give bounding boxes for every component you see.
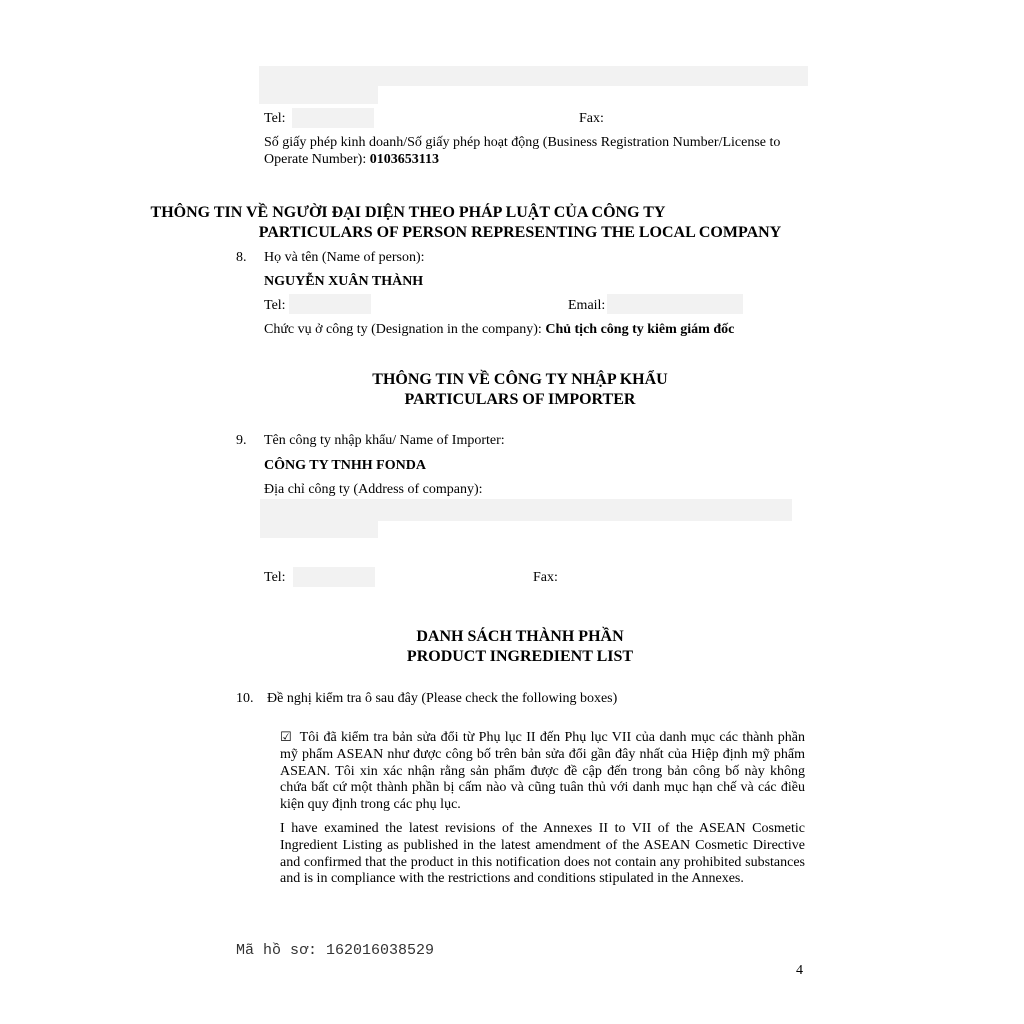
ingredient-heading-en: PRODUCT INGREDIENT LIST xyxy=(406,648,634,665)
license-text-line1: Số giấy phép kinh doanh/Số giấy phép hoạt động (Business Registration Number/License to xyxy=(264,135,781,150)
declaration-vi-paragraph xyxy=(280,730,805,814)
designation-label: Chức vụ ở công ty (Designation in the company): xyxy=(264,322,546,337)
ingredient-instruction: Đề nghị kiểm tra ô sau đây (Please check the following boxes) xyxy=(267,691,618,706)
company-fax-label: Fax: xyxy=(579,111,604,126)
item-10-number: 10. xyxy=(236,691,254,706)
redacted-importer-address-line-1 xyxy=(260,499,792,521)
redacted-representative-tel xyxy=(289,294,371,314)
license-label: Operate Number): xyxy=(264,152,370,167)
redacted-address-line-2 xyxy=(259,86,378,104)
item-9-number: 9. xyxy=(236,433,247,448)
redacted-representative-email xyxy=(607,294,743,314)
representative-tel-label: Tel: xyxy=(264,298,286,313)
importer-heading-vi: THÔNG TIN VỀ CÔNG TY NHẬP KHẨU xyxy=(372,371,668,388)
importer-fax-label: Fax: xyxy=(533,570,558,585)
representative-heading-en: PARTICULARS OF PERSON REPRESENTING THE LOCAL COMPANY xyxy=(258,224,782,241)
license-text-line2 xyxy=(264,151,439,168)
importer-name-label: Tên công ty nhập khẩu/ Name of Importer: xyxy=(264,433,505,448)
importer-tel-label: Tel: xyxy=(264,570,286,585)
license-number: 0103653113 xyxy=(369,152,439,167)
declaration-checkbox[interactable]: ☑ xyxy=(280,730,292,745)
importer-name: CÔNG TY TNHH FONDA xyxy=(264,458,426,473)
company-tel-label: Tel: xyxy=(264,111,286,126)
designation-line xyxy=(264,321,734,338)
item-8-number: 8. xyxy=(236,250,247,265)
representative-heading-vi: THÔNG TIN VỀ NGƯỜI ĐẠI DIỆN THEO PHÁP LUẬT CỦA CÔNG TY xyxy=(150,204,666,221)
page-number: 4 xyxy=(796,963,803,978)
designation-value: Chủ tịch công ty kiêm giám đốc xyxy=(545,322,735,337)
declaration-vi-text: Tôi đã kiểm tra bản sửa đổi từ Phụ lục II đến Phụ lục VII của danh mục các thành phần mỹ phẩm ASEAN như được công bố trên bản sửa đổi gần đây nhất của Hiệp định mỹ phẩm ASEAN. Tôi xin xác nhận rằng sản phẩm được đề cập đến trong bản công bố này không chứa bất cứ một thành phần bị cấm nào và cũng tuân thủ với danh mục hạn chế và các điều kiện quy định trong các phụ lục. xyxy=(280,730,805,813)
redacted-address-line-1 xyxy=(259,66,808,86)
representative-name-label: Họ và tên (Name of person): xyxy=(264,250,425,265)
importer-heading-en: PARTICULARS OF IMPORTER xyxy=(404,391,636,408)
redacted-importer-tel xyxy=(293,567,375,587)
redacted-importer-address-line-2 xyxy=(260,521,378,538)
representative-email-label: Email: xyxy=(568,298,606,313)
file-code: Mã hồ sơ: 162016038529 xyxy=(236,942,435,959)
representative-name: NGUYỄN XUÂN THÀNH xyxy=(264,274,424,289)
declaration-en-paragraph: I have examined the latest revisions of the Annexes II to VII of the ASEAN Cosmetic Ingredient Listing as published in the latest amendment of the ASEAN Cosmetic Directive and confirmed that the product in this notification does not contain any prohibited substances and is in compliance with the restrictions and conditions stipulated in the Annexes. xyxy=(280,821,805,887)
ingredient-heading-vi: DANH SÁCH THÀNH PHẦN xyxy=(416,628,624,645)
redacted-company-tel xyxy=(292,108,374,128)
importer-address-label: Địa chỉ công ty (Address of company): xyxy=(264,482,483,497)
